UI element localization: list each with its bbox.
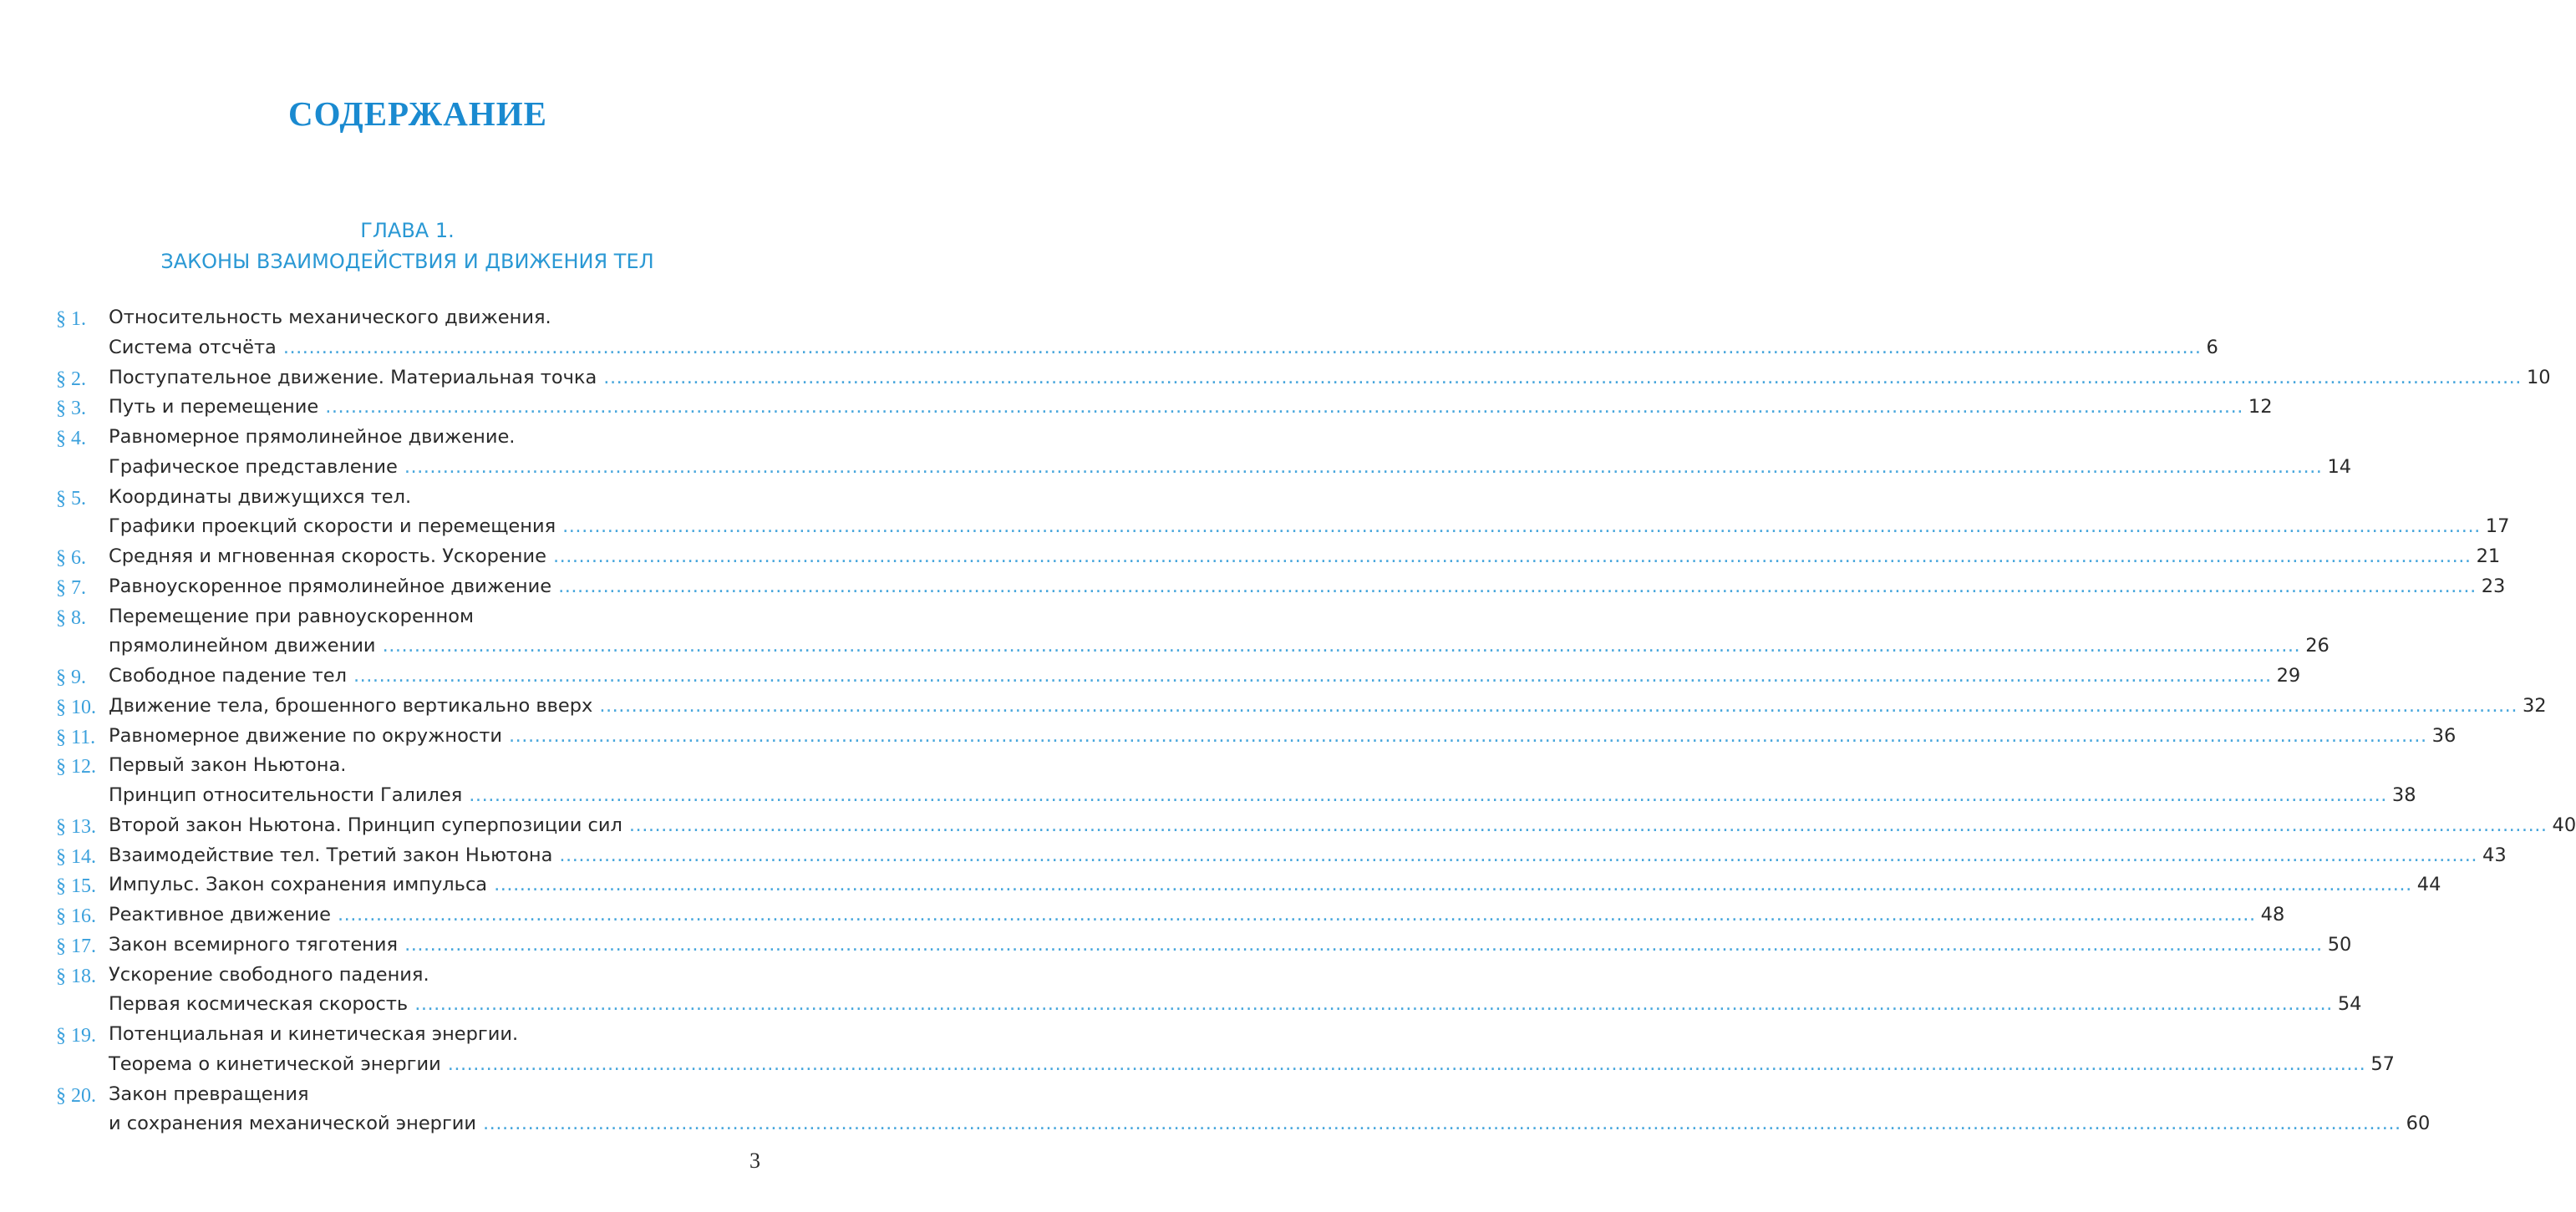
toc-line	[56, 1080, 758, 1110]
section-title: Реактивное движение	[109, 904, 331, 925]
section-number: § 5.	[56, 487, 86, 510]
dot-leader: ............................................................................................................................................................................................................................................................................................................	[382, 635, 2301, 657]
toc-line	[56, 692, 2547, 722]
section-title: Относительность механического движения.	[109, 307, 551, 328]
page-title: СОДЕРЖАНИЕ	[288, 94, 547, 133]
dot-leader: ............................................................................................................................................................................................................................................................................................................	[404, 455, 2323, 478]
dot-leader: ............................................................................................................................................................................................................................................................................................................	[603, 366, 2522, 388]
toc-line	[56, 781, 2416, 811]
toc-entry[interactable]	[56, 1080, 2431, 1140]
toc-line	[56, 931, 2352, 961]
dot-leader: ............................................................................................................................................................................................................................................................................................................	[353, 665, 2272, 687]
toc-entry[interactable]	[56, 363, 2551, 393]
section-title: Движение тела, брошенного вертикально вверх	[109, 694, 593, 717]
section-title: Второй закон Ньютона. Принцип суперпозиции сил	[109, 814, 622, 836]
section-title: Графическое представление	[109, 455, 398, 478]
section-title: Закон превращения	[109, 1083, 309, 1105]
section-number: § 6.	[56, 547, 86, 569]
toc-line	[56, 662, 2301, 692]
section-page: 10	[2526, 366, 2551, 388]
section-number: § 2.	[56, 368, 86, 390]
section-number: § 13.	[56, 815, 96, 838]
section-page: 48	[2260, 904, 2285, 925]
section-title: Перемещение при равноускоренном	[109, 605, 474, 627]
toc-entry[interactable]	[56, 841, 2507, 871]
toc-line	[56, 303, 758, 333]
section-page: 38	[2391, 784, 2416, 806]
dot-leader: ............................................................................................................................................................................................................................................................................................................	[559, 844, 2478, 866]
section-number: § 20.	[56, 1084, 96, 1107]
section-number: § 12.	[56, 756, 96, 778]
section-page: 26	[2305, 635, 2330, 657]
section-page: 23	[2481, 575, 2506, 597]
toc-line	[56, 1020, 758, 1050]
section-title: Равномерное движение по окружности	[109, 724, 502, 747]
chapter-heading	[0, 216, 815, 277]
section-number: § 9.	[56, 667, 86, 688]
toc-line	[56, 990, 2362, 1020]
section-title: Первый закон Ньютона.	[109, 754, 347, 777]
section-page: 50	[2327, 933, 2352, 956]
toc-line	[56, 841, 2507, 871]
section-page: 6	[2206, 336, 2218, 358]
section-number: § 14.	[56, 845, 96, 868]
toc-line	[56, 453, 2352, 483]
toc-line	[56, 483, 758, 513]
chapter-title: ЗАКОНЫ ВЗАИМОДЕЙСТВИЯ И ДВИЖЕНИЯ ТЕЛ	[160, 250, 654, 273]
section-page: 36	[2431, 724, 2457, 747]
toc-entry[interactable]	[56, 751, 2416, 811]
toc-entry[interactable]	[56, 542, 2501, 572]
dot-leader: ............................................................................................................................................................................................................................................................................................................	[508, 724, 2427, 747]
dot-leader: ............................................................................................................................................................................................................................................................................................................	[404, 933, 2323, 956]
toc-entry[interactable]	[56, 423, 2352, 483]
toc-line	[56, 900, 2285, 931]
section-title: Равноускоренное прямолинейное движение	[109, 575, 552, 597]
section-title: Средняя и мгновенная скорость. Ускорение	[109, 545, 546, 567]
section-title: Координаты движущихся тел.	[109, 485, 412, 508]
section-number: § 7.	[56, 576, 86, 599]
dot-leader: ............................................................................................................................................................................................................................................................................................................	[599, 694, 2518, 717]
section-page: 12	[2248, 396, 2273, 418]
section-number: § 16.	[56, 905, 96, 927]
section-title: Поступательное движение. Материальная точка	[109, 366, 597, 388]
toc-line	[56, 512, 2510, 542]
section-number: § 17.	[56, 935, 96, 957]
dot-leader: ............................................................................................................................................................................................................................................................................................................	[414, 993, 2333, 1016]
section-title: Графики проекций скорости и перемещения	[109, 515, 556, 538]
dot-leader: ............................................................................................................................................................................................................................................................................................................	[447, 1052, 2366, 1075]
section-page: 17	[2485, 515, 2510, 538]
section-page: 43	[2482, 844, 2507, 866]
toc-line	[56, 870, 2441, 900]
toc-entry[interactable]	[56, 961, 2362, 1021]
section-number: § 4.	[56, 428, 86, 449]
toc-line	[56, 1050, 2395, 1080]
section-page: 40	[2552, 814, 2576, 836]
toc-entry[interactable]	[56, 572, 2506, 602]
toc-line	[56, 751, 758, 781]
toc-line	[56, 1109, 2431, 1139]
toc-entry[interactable]	[56, 393, 2273, 423]
toc-line	[56, 363, 2551, 393]
toc-line	[56, 811, 2576, 841]
toc-entry[interactable]	[56, 900, 2285, 931]
section-title: Ускорение свободного падения.	[109, 963, 429, 986]
toc-line	[56, 631, 2330, 662]
section-page: 32	[2522, 694, 2547, 717]
section-title: Принцип относительности Галилея	[109, 784, 463, 806]
section-number: § 18.	[56, 965, 96, 987]
section-title: прямолинейном движении	[109, 635, 376, 657]
dot-leader: ............................................................................................................................................................................................................................................................................................................	[337, 904, 2256, 925]
section-number: § 3.	[56, 398, 86, 420]
chapter-number: ГЛАВА 1.	[360, 219, 455, 242]
section-title: Импульс. Закон сохранения импульса	[109, 874, 488, 896]
toc-entry[interactable]	[56, 303, 2218, 363]
toc-entry[interactable]	[56, 870, 2441, 900]
section-title: Путь и перемещение	[109, 396, 319, 418]
toc-entry[interactable]	[56, 931, 2352, 961]
toc-entry[interactable]	[56, 692, 2547, 722]
section-page: 14	[2327, 455, 2352, 478]
table-of-contents	[56, 303, 2576, 1139]
toc-entry[interactable]	[56, 602, 2330, 662]
section-number: § 1.	[56, 308, 86, 330]
dot-leader: ............................................................................................................................................................................................................................................................................................................	[325, 396, 2243, 418]
section-title: Свободное падение тел	[109, 665, 347, 687]
section-title: и сохранения механической энергии	[109, 1113, 477, 1135]
section-number: § 15.	[56, 875, 96, 898]
dot-leader: ............................................................................................................................................................................................................................................................................................................	[552, 545, 2472, 567]
toc-line	[56, 423, 758, 453]
section-number: § 8.	[56, 606, 86, 629]
section-page: 29	[2276, 665, 2301, 687]
toc-entry[interactable]	[56, 722, 2457, 752]
toc-line	[56, 722, 2457, 752]
toc-line	[56, 333, 2218, 363]
toc-line	[56, 572, 2506, 602]
section-page: 60	[2406, 1113, 2431, 1135]
dot-leader: ............................................................................................................................................................................................................................................................................................................	[562, 515, 2481, 538]
section-number: § 11.	[56, 726, 96, 748]
section-title: Теорема о кинетической энергии	[109, 1052, 441, 1075]
toc-entry[interactable]	[56, 483, 2510, 543]
page-number: 3	[749, 1149, 760, 1173]
dot-leader: ............................................................................................................................................................................................................................................................................................................	[483, 1113, 2401, 1135]
toc-entry[interactable]	[56, 811, 2576, 841]
section-title: Равномерное прямолинейное движение.	[109, 426, 516, 448]
section-title: Потенциальная и кинетическая энергии.	[109, 1023, 519, 1045]
section-page: 44	[2416, 874, 2441, 896]
toc-line	[56, 602, 758, 632]
toc-entry[interactable]	[56, 662, 2301, 692]
section-page: 21	[2476, 545, 2501, 567]
section-page: 57	[2370, 1052, 2395, 1075]
toc-entry[interactable]	[56, 1020, 2395, 1080]
toc-line	[56, 961, 758, 991]
dot-leader: ............................................................................................................................................................................................................................................................................................................	[282, 336, 2202, 358]
section-title: Система отсчёта	[109, 336, 277, 358]
section-title: Закон всемирного тяготения	[109, 933, 399, 956]
dot-leader: ............................................................................................................................................................................................................................................................................................................	[469, 784, 2387, 806]
dot-leader: ............................................................................................................................................................................................................................................................................................................	[558, 575, 2477, 597]
section-number: § 10.	[56, 696, 96, 718]
toc-line	[56, 393, 2273, 423]
toc-line	[56, 542, 2501, 572]
section-title: Первая космическая скорость	[109, 993, 409, 1016]
section-number: § 19.	[56, 1025, 96, 1047]
dot-leader: ............................................................................................................................................................................................................................................................................................................	[494, 874, 2412, 896]
dot-leader: ............................................................................................................................................................................................................................................................................................................	[628, 814, 2548, 836]
section-title: Взаимодействие тел. Третий закон Ньютона	[109, 844, 553, 866]
section-page: 54	[2337, 993, 2362, 1016]
